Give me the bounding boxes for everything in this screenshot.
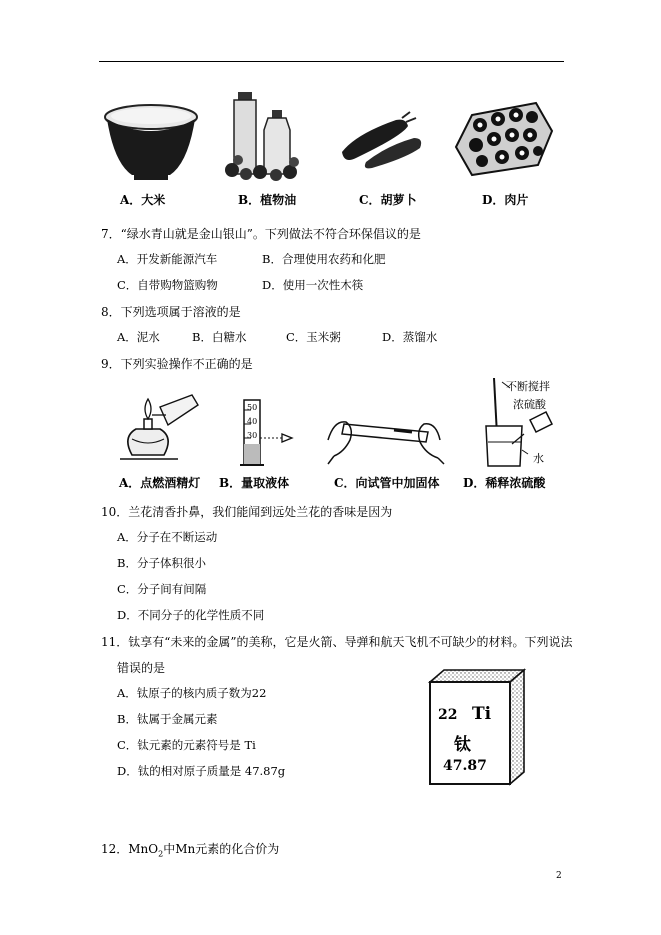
measuring-cylinder-icon — [236, 398, 302, 470]
header-rule — [99, 61, 564, 62]
question-11-option-a: A．钛原子的核内质子数为22 — [117, 686, 267, 700]
image-caption-d: D．肉片 — [482, 193, 529, 207]
experiment-caption-c: C．向试管中加固体 — [334, 476, 440, 490]
carrot-icon — [336, 112, 424, 170]
element-atomic-mass: 47.87 — [443, 758, 487, 774]
meat-slices-icon — [452, 95, 556, 181]
question-12-stem-prefix: 12．MnO — [101, 842, 159, 856]
question-12-stem-subscript: 2 — [158, 849, 164, 859]
rice-bowl-icon — [104, 103, 198, 183]
oil-bottles-icon — [224, 88, 304, 182]
experiment-caption-b: B．量取液体 — [219, 476, 290, 490]
element-symbol: Ti — [472, 704, 492, 724]
question-12-stem — [101, 840, 279, 858]
cylinder-tick-40: 40 — [247, 417, 258, 426]
question-10-option-a: A．分子在不断运动 — [117, 530, 218, 544]
question-11-option-c: C．钛元素的元素符号是 Ti — [117, 738, 256, 752]
image-caption-a: A．大米 — [120, 193, 166, 207]
element-atomic-number: 22 — [438, 707, 458, 723]
image-caption-c: C．胡萝卜 — [359, 193, 417, 207]
question-7-option-a: A．开发新能源汽车 — [117, 252, 218, 266]
question-11-option-b: B．钛属于金属元素 — [117, 712, 218, 726]
cylinder-tick-30: 30 — [247, 431, 258, 440]
dilution-label-stir: 不断搅拌 — [506, 380, 550, 393]
question-8-option-c: C．玉米粥 — [286, 330, 341, 344]
question-8-option-d: D．蒸馏水 — [382, 330, 438, 344]
cylinder-tick-50: 50 — [247, 403, 258, 412]
question-8-option-b: B．白糖水 — [192, 330, 247, 344]
alcohol-lamp-icon — [112, 385, 200, 469]
question-11-stem-line2: 错误的是 — [117, 661, 166, 675]
question-8-option-a: A．泥水 — [117, 330, 160, 344]
question-10-option-b: B．分子体积很小 — [117, 556, 206, 570]
question-10-option-c: C．分子间有间隔 — [117, 582, 207, 596]
image-caption-b: B．植物油 — [238, 193, 297, 207]
question-11-option-d: D．钛的相对原子质量是 47.87g — [117, 764, 286, 778]
question-9-stem: 9．下列实验操作不正确的是 — [101, 357, 253, 371]
dilution-label-water: 水 — [533, 452, 544, 465]
element-name: 钛 — [454, 735, 471, 755]
question-7-option-c: C．自带购物篮购物 — [117, 278, 218, 292]
question-11-stem-line1: 11．钛享有“未来的金属”的美称，它是火箭、导弹和航天飞机不可缺少的材料。下列说法 — [101, 635, 573, 649]
question-12-stem-suffix: 中Mn元素的化合价为 — [163, 842, 280, 856]
question-10-option-d: D．不同分子的化学性质不同 — [117, 608, 265, 622]
test-tube-icon — [324, 400, 446, 464]
question-7-option-d: D．使用一次性木筷 — [262, 278, 364, 292]
question-8-stem: 8．下列选项属于溶液的是 — [101, 305, 241, 319]
question-7-stem: 7．“绿水青山就是金山银山”。下列做法不符合环保倡议的是 — [101, 227, 421, 241]
experiment-caption-a: A．点燃酒精灯 — [119, 476, 201, 490]
page-number: 2 — [556, 871, 562, 881]
dilution-label-acid: 浓硫酸 — [513, 398, 546, 411]
experiment-caption-d: D．稀释浓硫酸 — [463, 476, 546, 490]
question-10-stem: 10．兰花清香扑鼻，我们能闻到远处兰花的香味是因为 — [101, 505, 393, 519]
question-7-option-b: B．合理使用农药和化肥 — [262, 252, 386, 266]
